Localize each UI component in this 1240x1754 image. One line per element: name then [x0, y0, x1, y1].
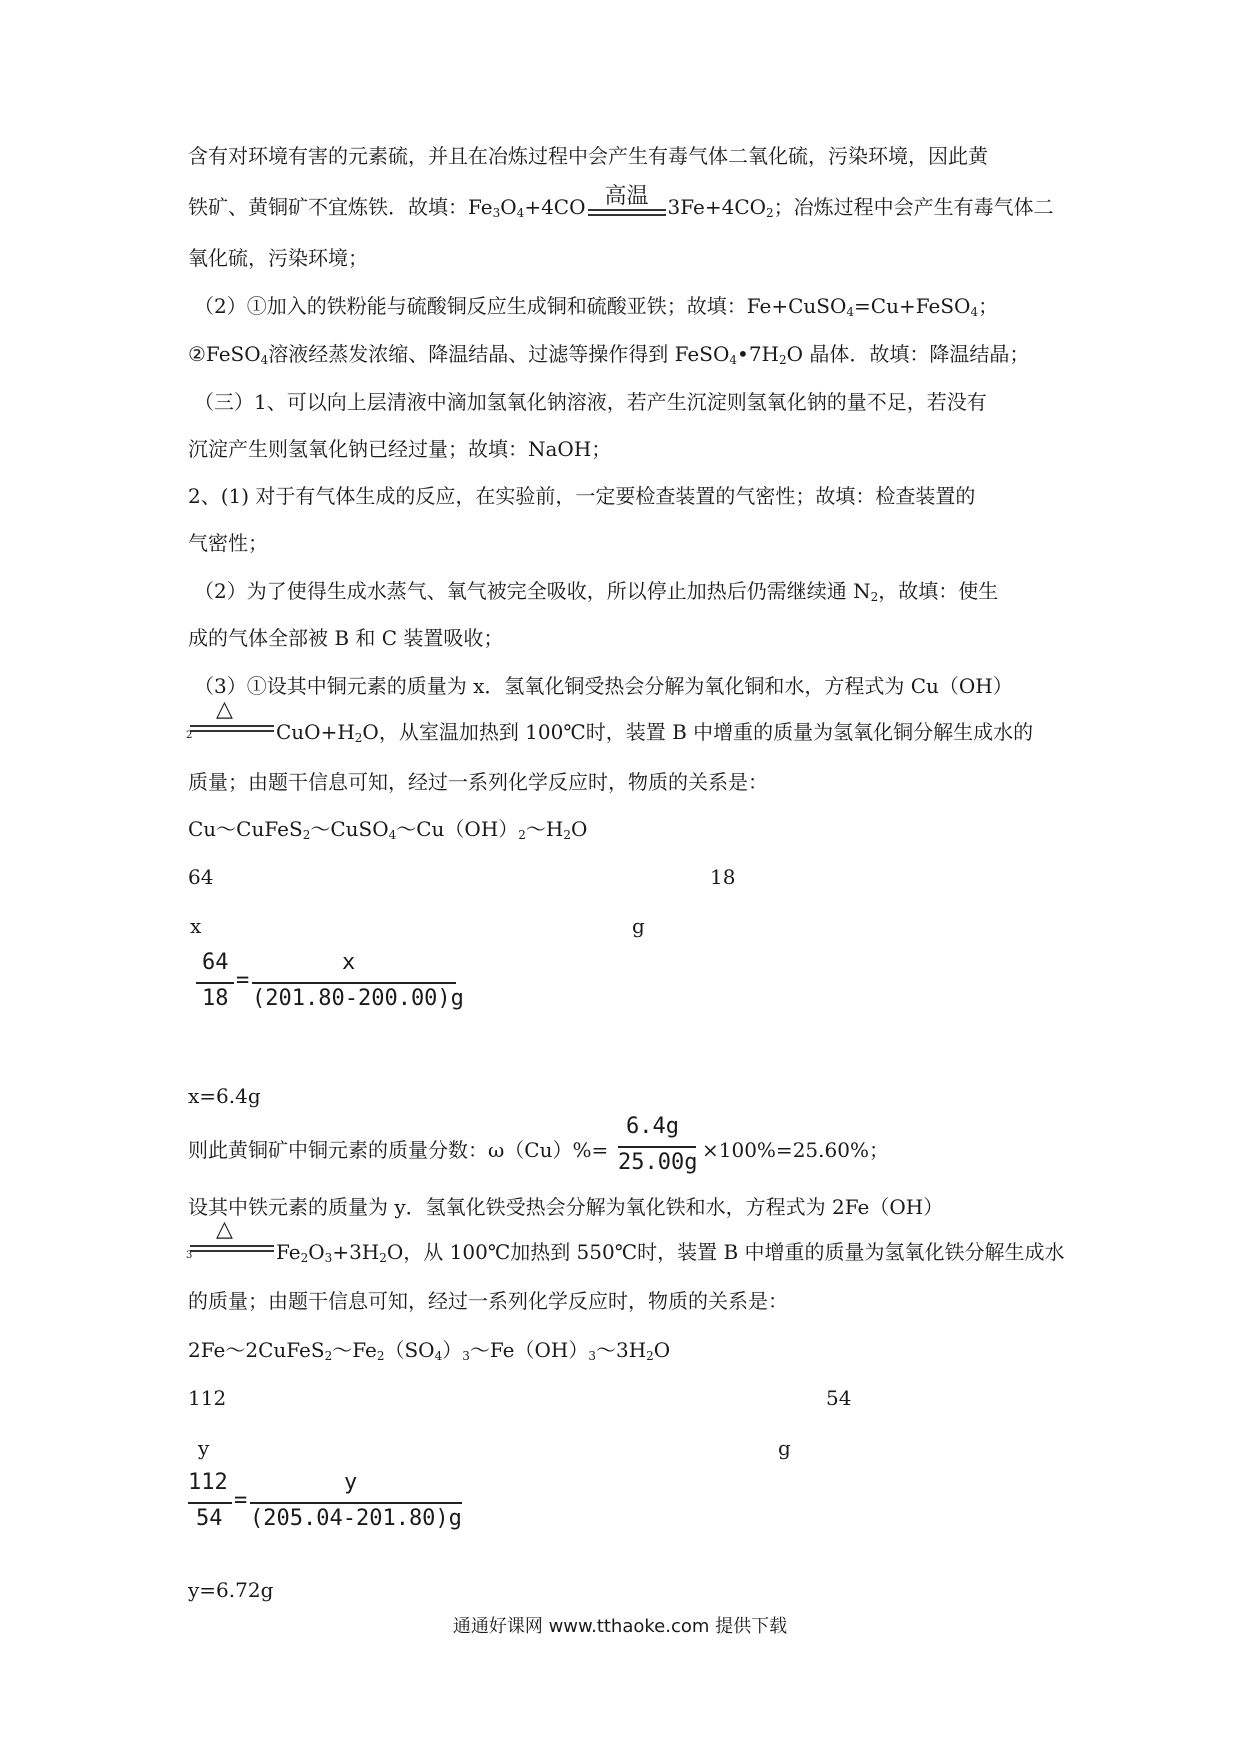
text-line: y=6.72g	[188, 1578, 274, 1602]
text-line: 的质量；由题干信息可知，经过一系列化学反应时，物质的关系是：	[188, 1289, 788, 1313]
text-line: 含有对环境有害的元素硫，并且在冶炼过程中会产生有毒气体二氧化硫，污染环境，因此黄	[188, 144, 988, 168]
heating-arrow: △ 2	[180, 698, 274, 738]
text-line: 设其中铁元素的质量为 y．氢氧化铁受热会分解为氧化铁和水，方程式为 2Fe（OH）	[188, 1195, 944, 1219]
text-line: 沉淀产生则氢氧化钠已经过量；故填：NaOH；	[188, 437, 612, 461]
ratio-variable: y	[198, 1436, 210, 1460]
text-line: ②FeSO$_4$溶液经蒸发浓缩、降温结晶、过滤等操作得到 $FeSO_4•7H_2O$ 晶体．故填：降温结晶；	[188, 342, 1030, 367]
relation-line: $Cu\sim CuFeS_2\sim CuSO_4\sim Cu(OH)_2\sim H_2O$	[188, 817, 588, 842]
text-line: 氧化硫，污染环境；	[188, 246, 368, 270]
relation-line: $2Fe\sim 2CuFeS_2\sim Fe_2(SO_4)_3\sim Fe(OH)_3\sim 3H_2O$	[188, 1338, 671, 1363]
ratio-value: 64	[188, 865, 214, 889]
text-line: $CuO+H_2O$，从室温加热到 100℃时，装置 B 中增重的质量为氢氧化铜分解生成水的	[276, 720, 1034, 745]
ratio-value: 18	[710, 865, 736, 889]
heating-arrow: △ 3	[180, 1218, 274, 1258]
triangle-icon: △	[216, 1217, 233, 1242]
triangle-icon: △	[216, 697, 233, 722]
page-footer: 通通好课网 www.tthaoke.com 提供下载	[452, 1616, 788, 1637]
text-line: 成的气体全部被 B 和 C 装置吸收；	[188, 626, 504, 650]
ratio-value: 54	[826, 1386, 852, 1410]
text-line: x=6.4g	[188, 1084, 261, 1108]
text-line: $Fe_2O_3+3H_2O$，从 100℃加热到 550℃时，装置 B 中增重的质量为氢氧化铁分解生成水	[276, 1240, 1065, 1265]
ratio-variable: x	[190, 914, 202, 938]
text-line: 铁矿、黄铜矿不宜炼铁．故填：$Fe_3O_4+4CO$ 高温 $3Fe+4CO_2$；冶炼过程中会产生有毒气体二	[188, 193, 1054, 223]
text-line: 气密性；	[188, 531, 268, 555]
text-line: （2）为了使得生成水蒸气、氧气被完全吸收，所以停止加热后仍需继续通 $N_2$，故填：使生	[194, 579, 999, 604]
text-line: 质量；由题干信息可知，经过一系列化学反应时，物质的关系是：	[188, 770, 768, 794]
text-line: 则此黄铜矿中铜元素的质量分数：ω（Cu）%=	[188, 1138, 609, 1162]
ratio-unit: g	[778, 1436, 791, 1460]
reaction-condition: 高温	[588, 195, 666, 223]
text-line: ×100%=25.60%；	[702, 1138, 889, 1162]
ratio-unit: g	[632, 914, 645, 938]
text-line: 2、(1) 对于有气体生成的反应，在实验前，一定要检查装置的气密性；故填：检查装置的	[188, 484, 976, 508]
text-line: （三）1、可以向上层清液中滴加氢氧化钠溶液，若产生沉淀则氢氧化钠的量不足，若没有	[194, 390, 987, 414]
ratio-value: 112	[188, 1386, 227, 1410]
text-line: （2）①加入的铁粉能与硫酸铜反应生成铜和硫酸亚铁；故填：Fe+CuSO$_4$=Cu+FeSO$_4$；	[194, 294, 999, 319]
text-line: （3）①设其中铜元素的质量为 x．氢氧化铜受热会分解为氧化铜和水，方程式为 Cu（OH）	[194, 674, 1013, 698]
